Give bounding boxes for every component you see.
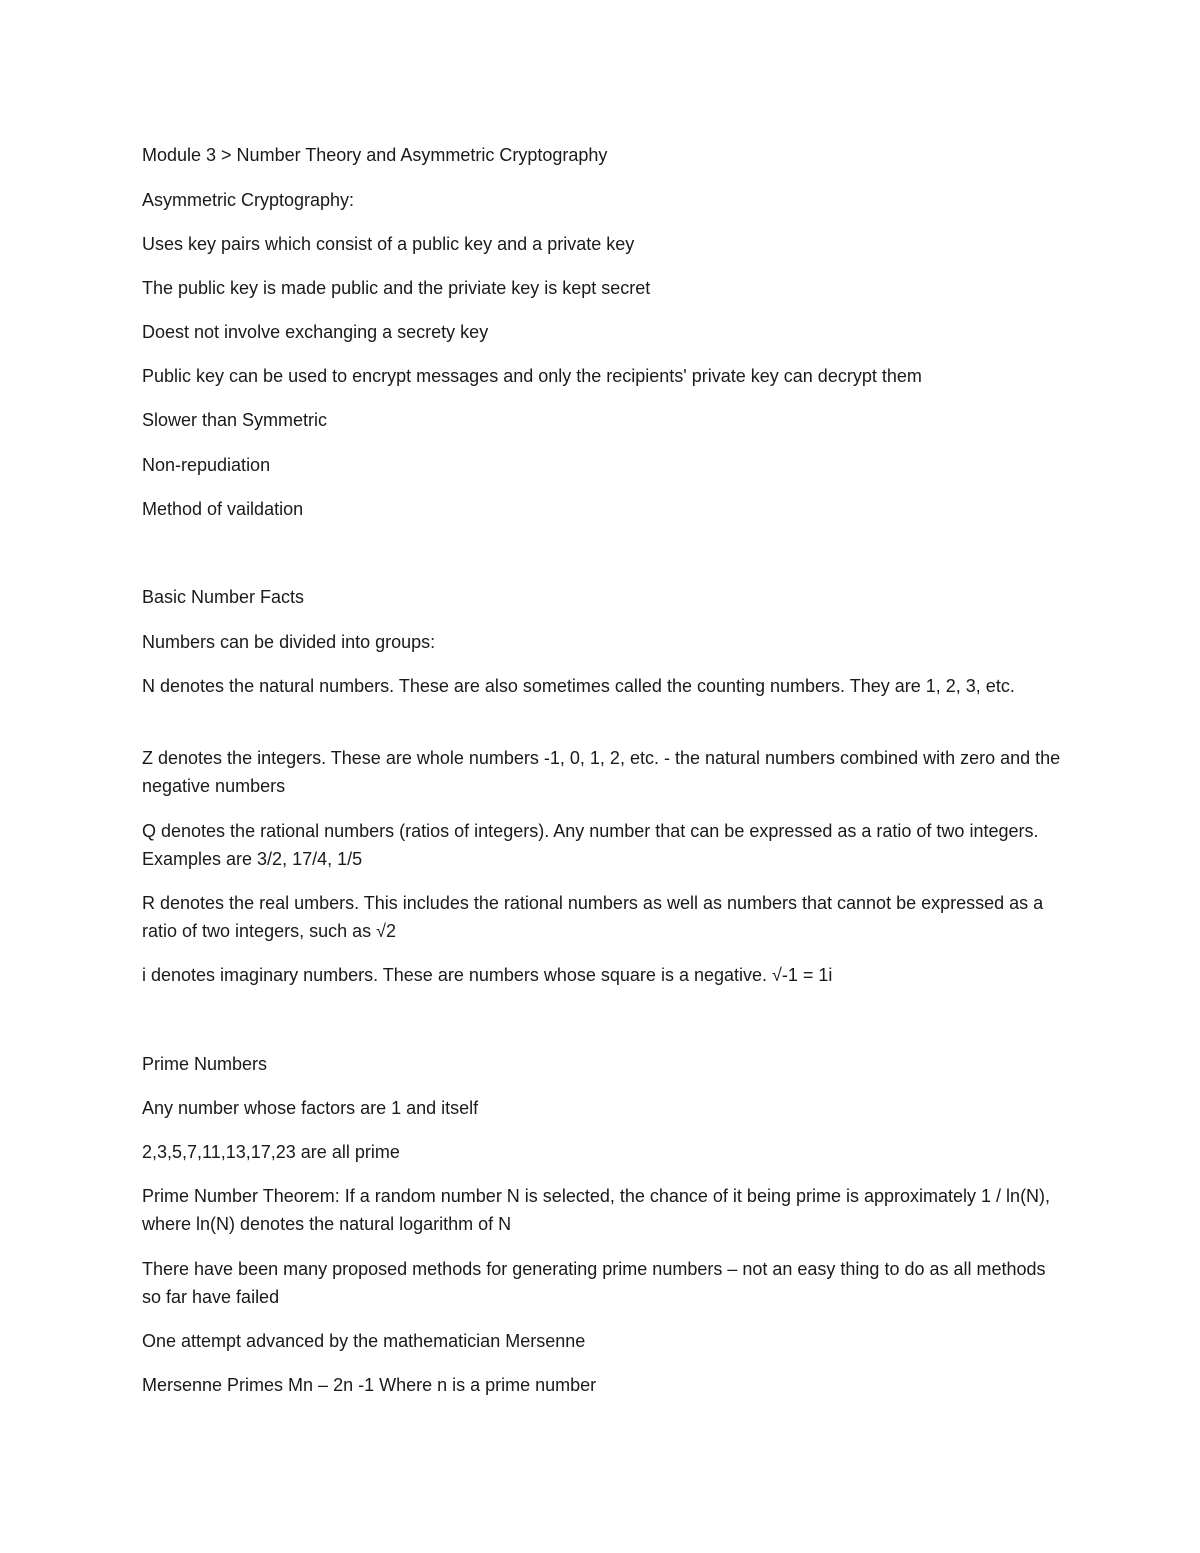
section-heading-number-facts: Basic Number Facts — [142, 587, 305, 607]
paragraph: Mersenne Primes Mn – 2n -1 Where n is a prime number — [142, 1375, 597, 1395]
paragraph: Z denotes the integers. These are whole numbers -1, 0, 1, 2, etc. - the natural numbers combined with zero and the negative numbers — [142, 748, 1061, 796]
paragraph: Q denotes the rational numbers (ratios of integers). Any number that can be expressed as a ratio of two integers. Examples are 3/2, 17/4, 1/5 — [142, 821, 1039, 869]
paragraph: Public key can be used to encrypt messages and only the recipients' private key can decrypt them — [142, 366, 922, 386]
paragraph: Prime Number Theorem: If a random number N is selected, the chance of it being prime is approximately 1 / ln(N), where ln(N) denotes the natural logarithm of N — [142, 1186, 1051, 1234]
section-heading-asymmetric: Asymmetric Cryptography: — [142, 190, 355, 210]
paragraph: Doest not involve exchanging a secrety key — [142, 322, 489, 342]
paragraph: i denotes imaginary numbers. These are numbers whose square is a negative. √-1 = 1i — [142, 965, 833, 985]
paragraph: Non-repudiation — [142, 455, 271, 475]
paragraph: One attempt advanced by the mathematician Mersenne — [142, 1331, 586, 1351]
section-heading-prime-numbers: Prime Numbers — [142, 1054, 268, 1074]
paragraph: R denotes the real umbers. This includes the rational numbers as well as numbers that cannot be expressed as a ratio of two integers, such as √2 — [142, 893, 1044, 941]
paragraph: Any number whose factors are 1 and itself — [142, 1098, 479, 1118]
paragraph: Slower than Symmetric — [142, 410, 328, 430]
paragraph: N denotes the natural numbers. These are also sometimes called the counting numbers. They are 1, 2, 3, etc. — [142, 676, 1015, 696]
page-title: Module 3 > Number Theory and Asymmetric Cryptography — [142, 145, 608, 165]
paragraph: 2,3,5,7,11,13,17,23 are all prime — [142, 1142, 400, 1162]
paragraph: Uses key pairs which consist of a public key and a private key — [142, 234, 635, 254]
paragraph: Method of vaildation — [142, 499, 304, 519]
paragraph: There have been many proposed methods for generating prime numbers – not an easy thing to do as all methods so far have failed — [142, 1259, 1046, 1307]
paragraph: The public key is made public and the priviate key is kept secret — [142, 278, 651, 298]
paragraph: Numbers can be divided into groups: — [142, 632, 436, 652]
